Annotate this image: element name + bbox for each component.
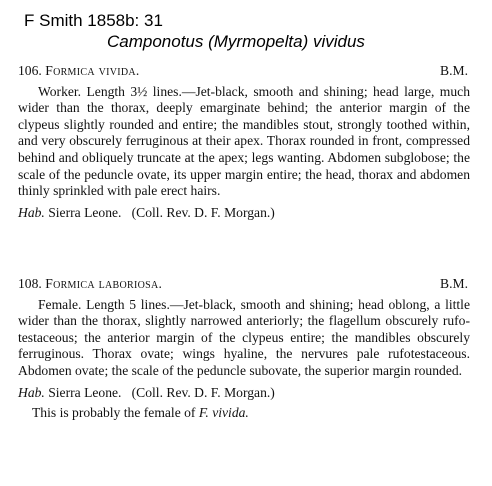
entry-description: Worker. Length 3½ lines.—Jet-black, smooth and shining; head large, much wider than the thorax, deeply emarginate behind; the anterior margin of the clypeus slightly rounded and entire; the mandibles stout, strongly toothed within, and very obscurely ferruginous at their apex. Thorax rounded in front, compressed behind and obliquely truncate at the apex; legs wanting. Abdomen subglobose; the scale of the peduncle ovate, its upper margin entire; the head, thorax and abdomen thinly sprinkled with pale erect hairs.	[18, 83, 470, 199]
habitat-text: Sierra Leone. (Coll. Rev. D. F. Morgan.)	[48, 204, 275, 220]
entry-heading	[18, 276, 470, 293]
habitat-text: Sierra Leone. (Coll. Rev. D. F. Morgan.)	[48, 384, 275, 400]
habitat-label: Hab.	[18, 384, 45, 400]
remark-species: F. vivida.	[198, 405, 249, 421]
species-entry	[18, 63, 470, 221]
entry-title	[18, 63, 140, 80]
citation-header: F Smith 1858b: 31	[24, 11, 163, 30]
collection-code: B.M.	[440, 276, 468, 291]
entry-species-name: Formica vivida.	[45, 63, 140, 78]
entry-title	[18, 276, 162, 293]
species-entry	[18, 276, 470, 422]
habitat-label: Hab.	[18, 204, 45, 220]
entry-number: 106.	[18, 63, 42, 78]
remark-text: This is probably the female of	[32, 405, 199, 421]
entry-number: 108.	[18, 276, 42, 291]
collection-code: B.M.	[440, 63, 468, 78]
entry-species-name: Formica laboriosa.	[45, 276, 163, 291]
remark-line	[18, 405, 470, 422]
habitat-line	[18, 385, 470, 402]
entry-heading	[18, 63, 470, 80]
entry-description: Female. Length 5 lines.—Jet-black, smooth and shining; head oblong, a little wider than the thorax, slightly narrowed anteriorly; the flagellum obscurely rufo-testaceous; the anterior margin of the clypeus entire; the mandibles obscurely ferruginous. Thorax ovate; wings hyaline, the nervures pale rufotestaceous. Abdomen ovate; the scale of the peduncle subovate, the superior margin rounded.	[18, 296, 470, 378]
taxon-name-header: Camponotus (Myrmopelta) vividus	[107, 32, 365, 51]
habitat-line	[18, 205, 470, 222]
